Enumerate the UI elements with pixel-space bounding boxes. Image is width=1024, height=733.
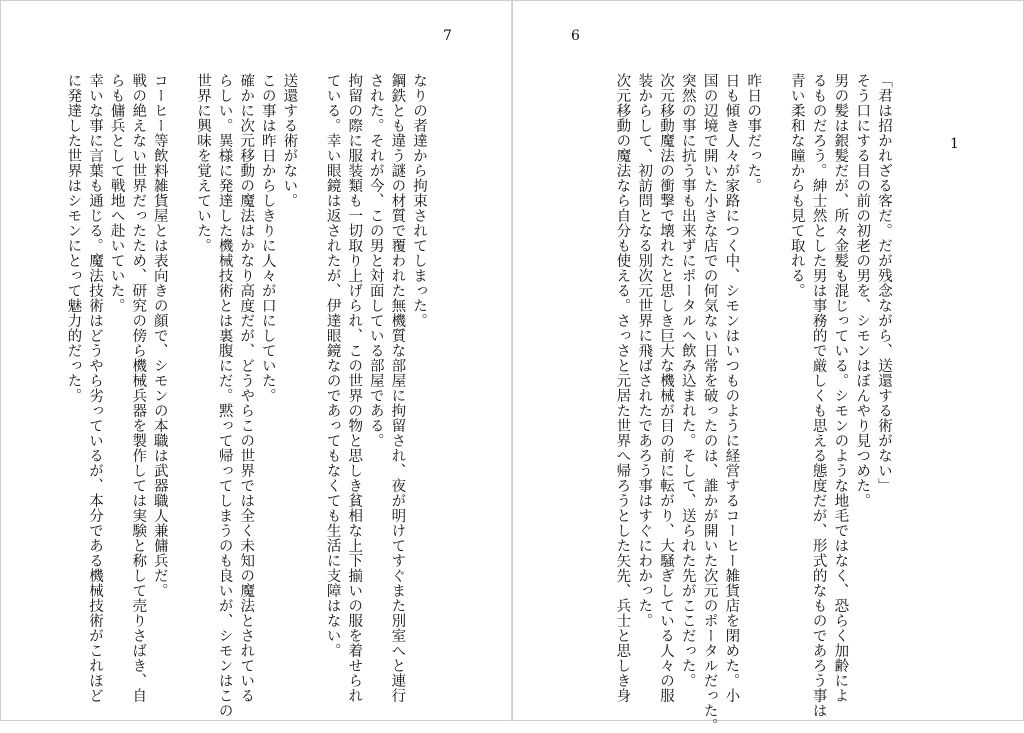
text-line: そう口にする目の前の初老の男を、シモンはぼんやり見つめた。 — [854, 73, 871, 508]
text-line: 鋼鉄とも違う謎の材質で覆われた無機質な部屋に拘留され、夜が明けてすぐまた別室へと連行 — [389, 73, 406, 703]
text-line: 男の髪は銀髪だが、所々金髪も混じっている。シモンのような地毛ではなく、恐らく加齢によ — [832, 73, 849, 703]
text-line: 国の辺境で開いた小さな店での何気ない日常を破ったのは、誰かが開いた次元のポータルだった。 — [701, 73, 718, 733]
text-line: 日も傾き人々が家路につく中、シモンはいつものように経営するコーヒー雑貨店を閉めた。小 — [723, 73, 740, 703]
text-line: 次元移動の魔法なら自分も使える。さっさと元居た世界へ帰ろうとした矢先、兵士と思しき身 — [614, 73, 631, 703]
text-line: された。それが今、この男と対面している部屋である。 — [367, 73, 384, 448]
text-line: らも傭兵として戦地へ赴いていた。 — [108, 73, 125, 313]
left-page-number: 7 — [443, 28, 452, 44]
text-line: るものだろう。紳士然とした男は事務的で厳しくも思える態度だが、形式的なものであろう事は — [810, 73, 827, 718]
text-line: 昨日の事だった。 — [745, 73, 762, 193]
text-line: に発達した世界はシモンにとって魅力的だった。 — [65, 73, 82, 403]
text-line: 拘留の際に服装類も一切取り上げられ、この世界の物と思しき貧相な上下揃いの服を着せられ — [346, 73, 363, 703]
text-line: コーヒー等飲料雑貨屋とは表向きの顔で、シモンの本職は武器職人兼傭兵だ。 — [151, 73, 168, 598]
text-line: 幸いな事に言葉も通じる。魔法技術はどうやら劣っているが、本分である機械技術がこれほど — [87, 73, 103, 703]
text-line: この事は昨日からしきりに人々が口にしていた。 — [259, 73, 276, 403]
text-line: 世界に興味を覚えていた。 — [195, 73, 211, 253]
right-page — [512, 0, 1024, 733]
text-line: らしい。異様に発達した機械技術とは裏腹にだ。黙って帰ってしまうのも良いが、シモンはこの — [216, 73, 233, 718]
text-line: 戦の絶えない世界だったため、研究の傍ら機械兵器を製作しては実験と称して売りさばき、自 — [130, 73, 147, 703]
left-page — [0, 0, 512, 721]
text-line: 「君は招かれざる客だ。だが残念ながら、送還する術がない」 — [876, 73, 892, 493]
text-line: 確かに次元移動の魔法はかなり高度だが、どうやらこの世界では全く未知の魔法とされている — [238, 73, 255, 703]
text-line: 装からして、初訪問となる別次元世界に飛ばされたであろう事はすぐにわかった。 — [636, 73, 653, 628]
text-line: なりの者達から拘束されてしまった。 — [411, 73, 427, 328]
text-line: 送還する術がない。 — [281, 73, 298, 208]
right-page-number: 6 — [571, 28, 580, 44]
text-line: ている。幸い眼鏡は返されたが、伊達眼鏡なのであってもなくても生活に支障はない。 — [324, 73, 341, 658]
text-line: 次元移動魔法の衝撃で壊れたと思しき巨大な機械が目の前に転がり、大騒ぎしている人々の服 — [658, 73, 674, 703]
text-line: 突然の事に抗う事も出来ずにポータルへ飲み込まれた。そして、送られた先がここだった。 — [679, 73, 696, 688]
text-line: 青い柔和な瞳からも見て取れる。 — [788, 73, 805, 298]
chapter-number: 1 — [950, 136, 959, 152]
